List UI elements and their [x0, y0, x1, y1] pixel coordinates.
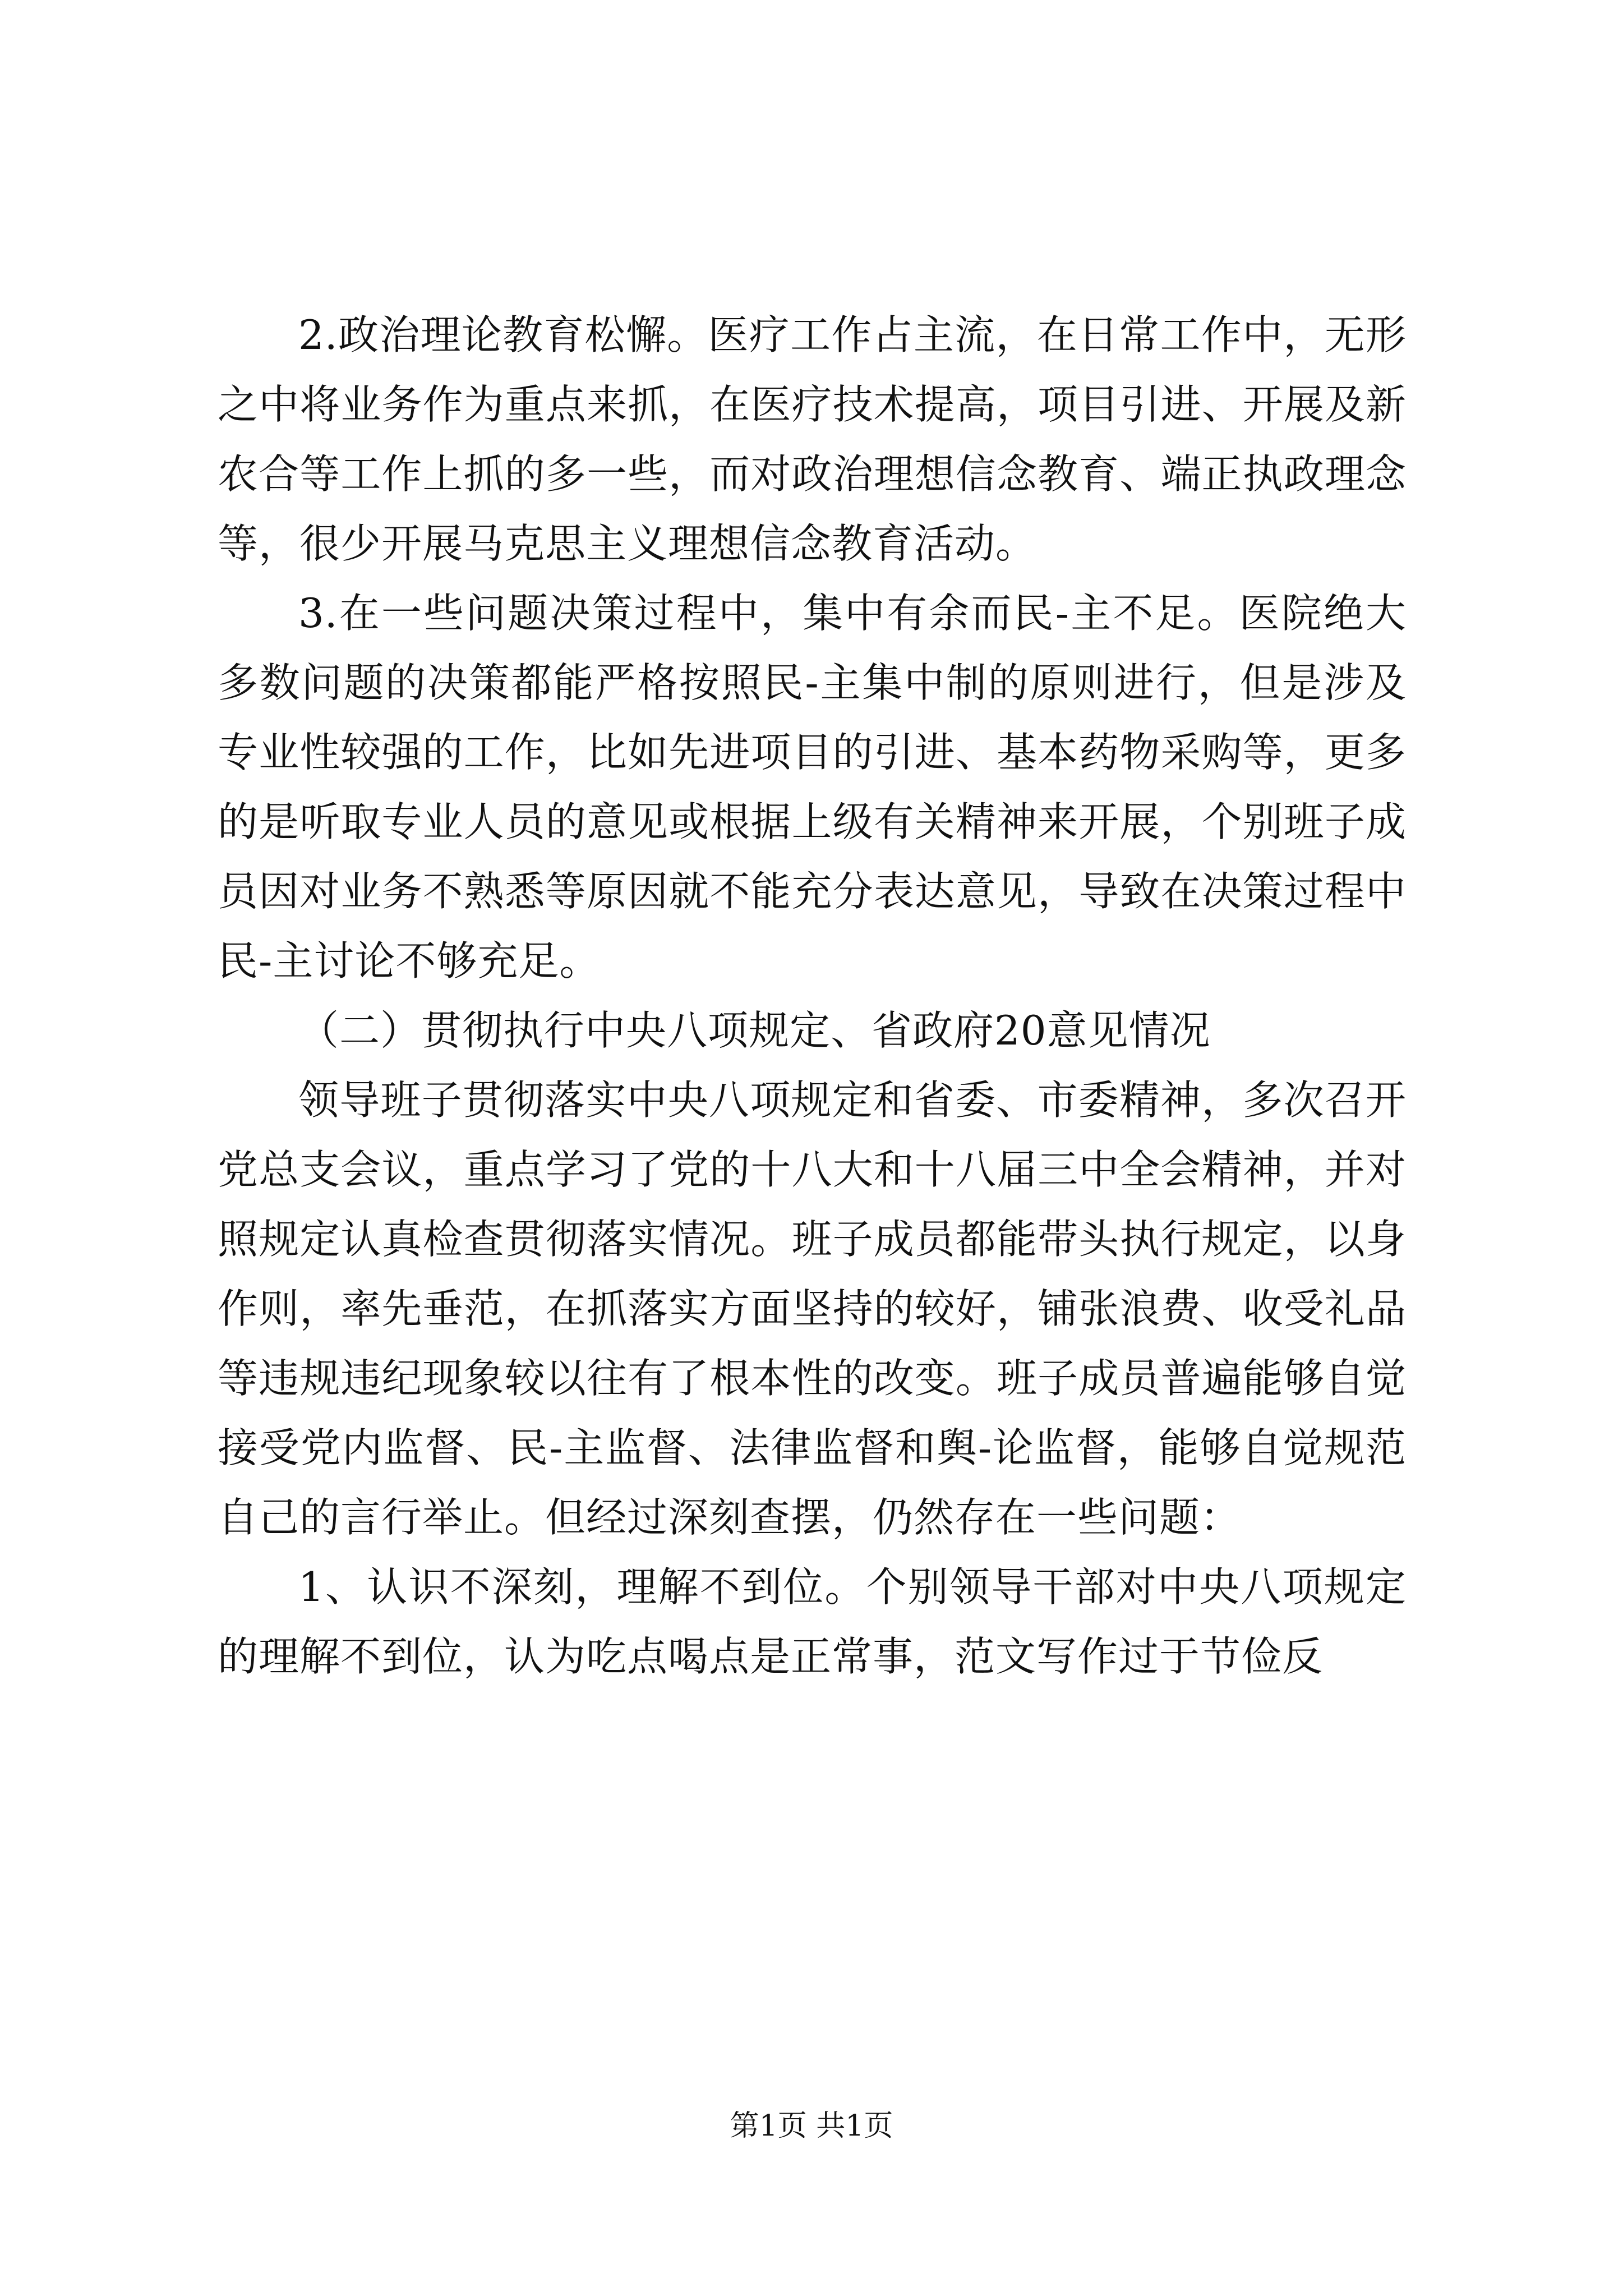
page-footer: 第1页 共1页 — [730, 2109, 893, 2143]
document-body — [218, 300, 1407, 1691]
paragraph-decision-making: 3.在一些问题决策过程中，集中有余而民-主不足。医院绝大多数问题的决策都能严格按照民-主集中制的原则进行，但是涉及专业性较强的工作，比如先进项目的引进、基本药物采购等，更多的是听取专业人员的意见或根据上级有关精神来开展，个别班子成员因对业务不熟悉等原因就不能充分表达意见，导致在决策过程中民-主讨论不够充足。 — [218, 590, 1407, 984]
section-heading: （二）贯彻执行中央八项规定、省政府20意见情况 — [298, 1007, 1211, 1054]
paragraph-political-education: 2.政治理论教育松懈。医疗工作占主流，在日常工作中，无形之中将业务作为重点来抓，在医疗技术提高，项目引进、开展及新农合等工作上抓的多一些，而对政治理想信念教育、端正执政理念等，很少开展马克思主义理想信念教育活动。 — [218, 311, 1407, 567]
paragraph-implementation: 领导班子贯彻落实中央八项规定和省委、市委精神，多次召开党总支会议，重点学习了党的十八大和十八届三中全会精神，并对照规定认真检查贯彻落实情况。班子成员都能带头执行规定，以身作则，率先垂范，在抓落实方面坚持的较好，铺张浪费、收受礼品等违规违纪现象较以往有了根本性的改变。班子成员普遍能够自觉接受党内监督、民-主监督、法律监督和舆-论监督，能够自觉规范自己的言行举止。但经过深刻查摆，仍然存在一些问题： — [218, 1076, 1407, 1541]
paragraph-understanding: 1、认识不深刻，理解不到位。个别领导干部对中央八项规定的理解不到位，认为吃点喝点是正常事，范文写作过于节俭反 — [218, 1563, 1407, 1680]
